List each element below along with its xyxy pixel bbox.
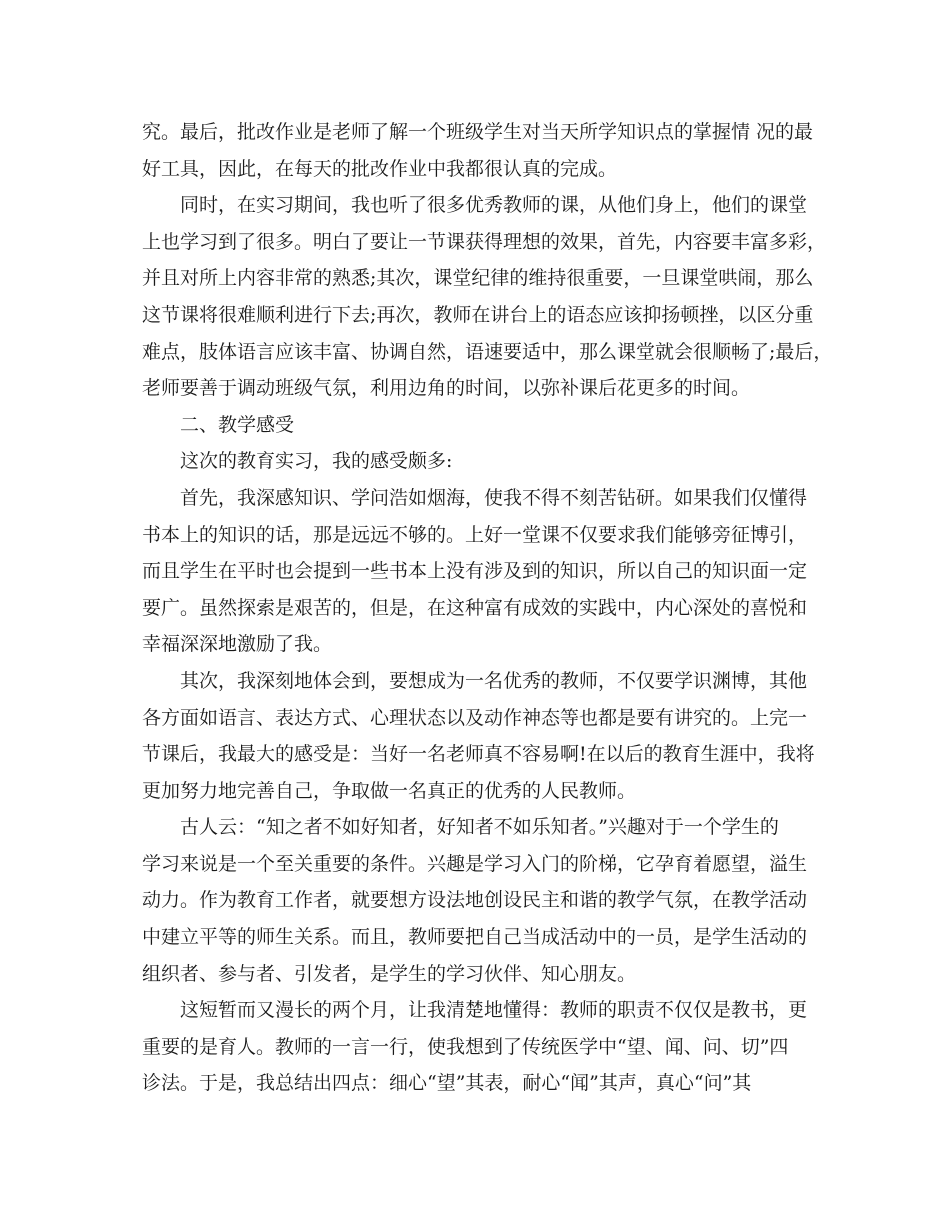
text-line: 难点，肢体语言应该丰富、协调自然，语速要适中，那么课堂就会很顺畅了;最后，	[142, 340, 833, 363]
text-line: 二、教学感受	[180, 413, 295, 436]
text-line: 组织者、参与者、引发者，是学生的学习伙伴、知心朋友。	[142, 962, 637, 985]
text-line: 而且学生在平时也会提到一些书本上没有涉及到的知识，所以自己的知识面一定	[142, 560, 808, 583]
text-line: 幸福深深地激励了我。	[142, 633, 333, 656]
text-line: 同时，在实习期间，我也听了很多优秀教师的课，从他们身上，他们的课堂	[180, 194, 808, 217]
text-line: 并且对所上内容非常的熟悉;其次，课堂纪律的维持很重要，一旦课堂哄闹，那么	[142, 267, 814, 290]
text-line: 这次的教育实习，我的感受颇多:	[180, 450, 453, 473]
text-line: 老师要善于调动班级气氛，利用边角的时间，以弥补课后花更多的时间。	[142, 377, 751, 400]
text-line: 这节课将很难顺利进行下去;再次，教师在讲台上的语态应该抑扬顿挫，以区分重	[142, 303, 814, 326]
text-line: 诊法。于是，我总结出四点：细心“望”其表，耐心“闻”其声，真心“问”其	[142, 1072, 752, 1095]
text-line: 这短暂而又漫长的两个月，让我清楚地懂得：教师的职责不仅仅是教书，更	[180, 999, 808, 1022]
text-line: 首先，我深感知识、学问浩如烟海，使我不得不刻苦钻研。如果我们仅懂得	[180, 486, 808, 509]
text-line: 书本上的知识的话，那是远远不够的。上好一堂课不仅要求我们能够旁征博引，	[142, 523, 808, 546]
text-line: 好工具，因此，在每天的批改作业中我都很认真的完成。	[142, 157, 618, 180]
text-line: 究。最后，批改作业是老师了解一个班级学生对当天所学知识点的掌握情 况的最	[142, 121, 814, 143]
text-line: 动力。作为教育工作者，就要想方设法地创设民主和谐的教学气氛，在教学活动	[142, 889, 808, 912]
text-line: 学习来说是一个至关重要的条件。兴趣是学习入门的阶梯，它孕育着愿望，溢生	[142, 852, 808, 875]
text-line: 中建立平等的师生关系。而且，教师要把自己当成活动中的一员，是学生活动的	[142, 926, 808, 949]
text-line: 节课后，我最大的感受是：当好一名老师真不容易啊!在以后的教育生涯中，我将	[142, 743, 815, 766]
text-line: 重要的是育人。教师的一言一行，使我想到了传统医学中“望、闻、问、切”四	[142, 1035, 789, 1058]
text-line: 其次，我深刻地体会到，要想成为一名优秀的教师，不仅要学识渊博，其他	[180, 669, 808, 692]
text-line: 古人云：“知之者不如好知者，好知者不如乐知者。”兴趣对于一个学生的	[180, 816, 779, 839]
text-line: 各方面如语言、表达方式、心理状态以及动作神态等也都是要有讲究的。上完一	[142, 706, 808, 729]
text-line: 上也学习到了很多。明白了要让一节课获得理想的效果，首先，内容要丰富多彩，	[142, 230, 827, 253]
text-line: 要广。虽然探索是艰苦的，但是，在这种富有成效的实践中，内心深处的喜悦和	[142, 596, 808, 619]
text-line: 更加努力地完善自己，争取做一名真正的优秀的人民教师。	[142, 779, 637, 802]
document-body	[142, 114, 833, 1102]
